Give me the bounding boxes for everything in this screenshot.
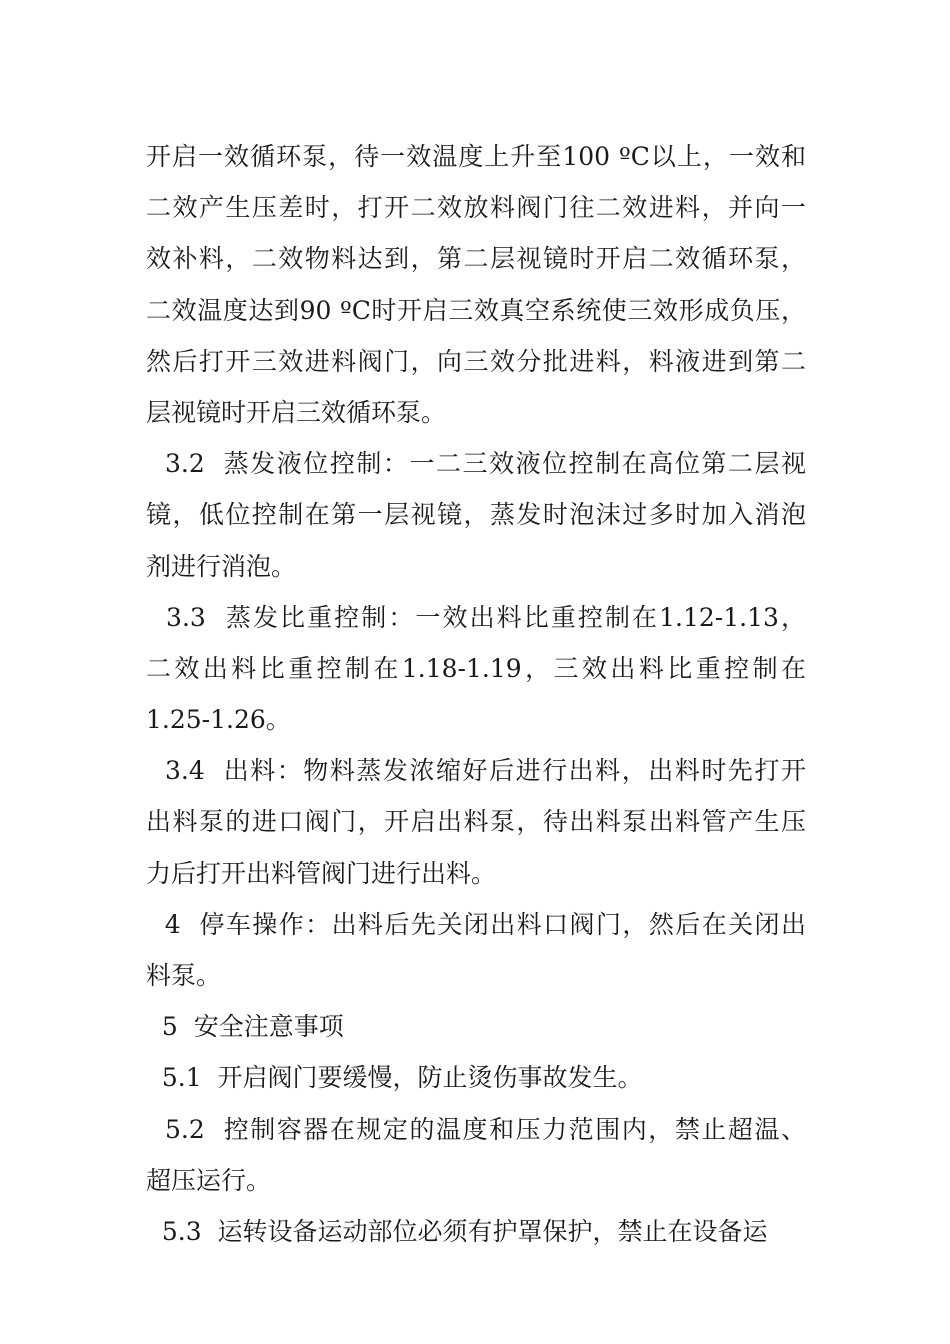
text-line: 镜，低位控制在第一层视镜，蒸发时泡沫过多时加入消泡 bbox=[146, 500, 806, 530]
text-line: 开启一效循环泵，待一效温度上升至100 ºC以上，一效和 bbox=[146, 142, 806, 171]
text-line: 3.3 蒸发比重控制：一效出料比重控制在1.12-1.13， bbox=[146, 602, 806, 632]
paragraph bbox=[146, 438, 806, 592]
paragraph bbox=[146, 745, 806, 899]
text-line: 力后打开出料管阀门进行出料。 bbox=[146, 858, 497, 888]
paragraph bbox=[146, 1104, 806, 1206]
paragraph bbox=[146, 899, 806, 1001]
text-line: 剂进行消泡。 bbox=[146, 551, 297, 581]
paragraph bbox=[146, 1052, 806, 1103]
text-line: 出料泵的进口阀门，开启出料泵，待出料泵出料管产生压 bbox=[146, 807, 806, 837]
text-line: 5 安全注意事项 bbox=[146, 1012, 344, 1042]
paragraph bbox=[146, 592, 806, 746]
text-line: 超压运行。 bbox=[146, 1165, 272, 1195]
text-line: 二效产生压差时，打开二效放料阀门往二效进料，并向一 bbox=[146, 193, 806, 223]
text-line: 5.2 控制容器在规定的温度和压力范围内，禁止超温、 bbox=[146, 1114, 806, 1144]
text-line: 3.4 出料：物料蒸发浓缩好后进行出料，出料时先打开 bbox=[146, 756, 806, 786]
text-line: 5.3 运转设备运动部位必须有护罩保护，禁止在设备运 bbox=[146, 1216, 768, 1246]
text-line: 1.25-1.26。 bbox=[146, 705, 291, 735]
text-line: 然后打开三效进料阀门，向三效分批进料，料液进到第二 bbox=[146, 346, 806, 376]
text-line: 二效温度达到90 ºC时开启三效真空系统使三效形成负压， bbox=[146, 295, 806, 325]
text-line: 效补料，二效物料达到，第二层视镜时开启二效循环泵， bbox=[146, 244, 806, 274]
paragraph bbox=[146, 131, 806, 438]
paragraph bbox=[146, 1206, 806, 1257]
text-line: 二效出料比重控制在1.18-1.19，三效出料比重控制在 bbox=[146, 653, 806, 683]
text-line: 层视镜时开启三效循环泵。 bbox=[146, 397, 447, 427]
text-line: 4 停车操作：出料后先关闭出料口阀门，然后在关闭出 bbox=[146, 909, 806, 939]
text-line: 3.2 蒸发液位控制：一二三效液位控制在高位第二层视 bbox=[146, 449, 806, 479]
paragraph bbox=[146, 1001, 806, 1052]
text-line: 5.1 开启阀门要缓慢，防止烫伤事故发生。 bbox=[146, 1063, 643, 1093]
text-line: 料泵。 bbox=[146, 961, 222, 990]
document-body bbox=[146, 131, 806, 1257]
